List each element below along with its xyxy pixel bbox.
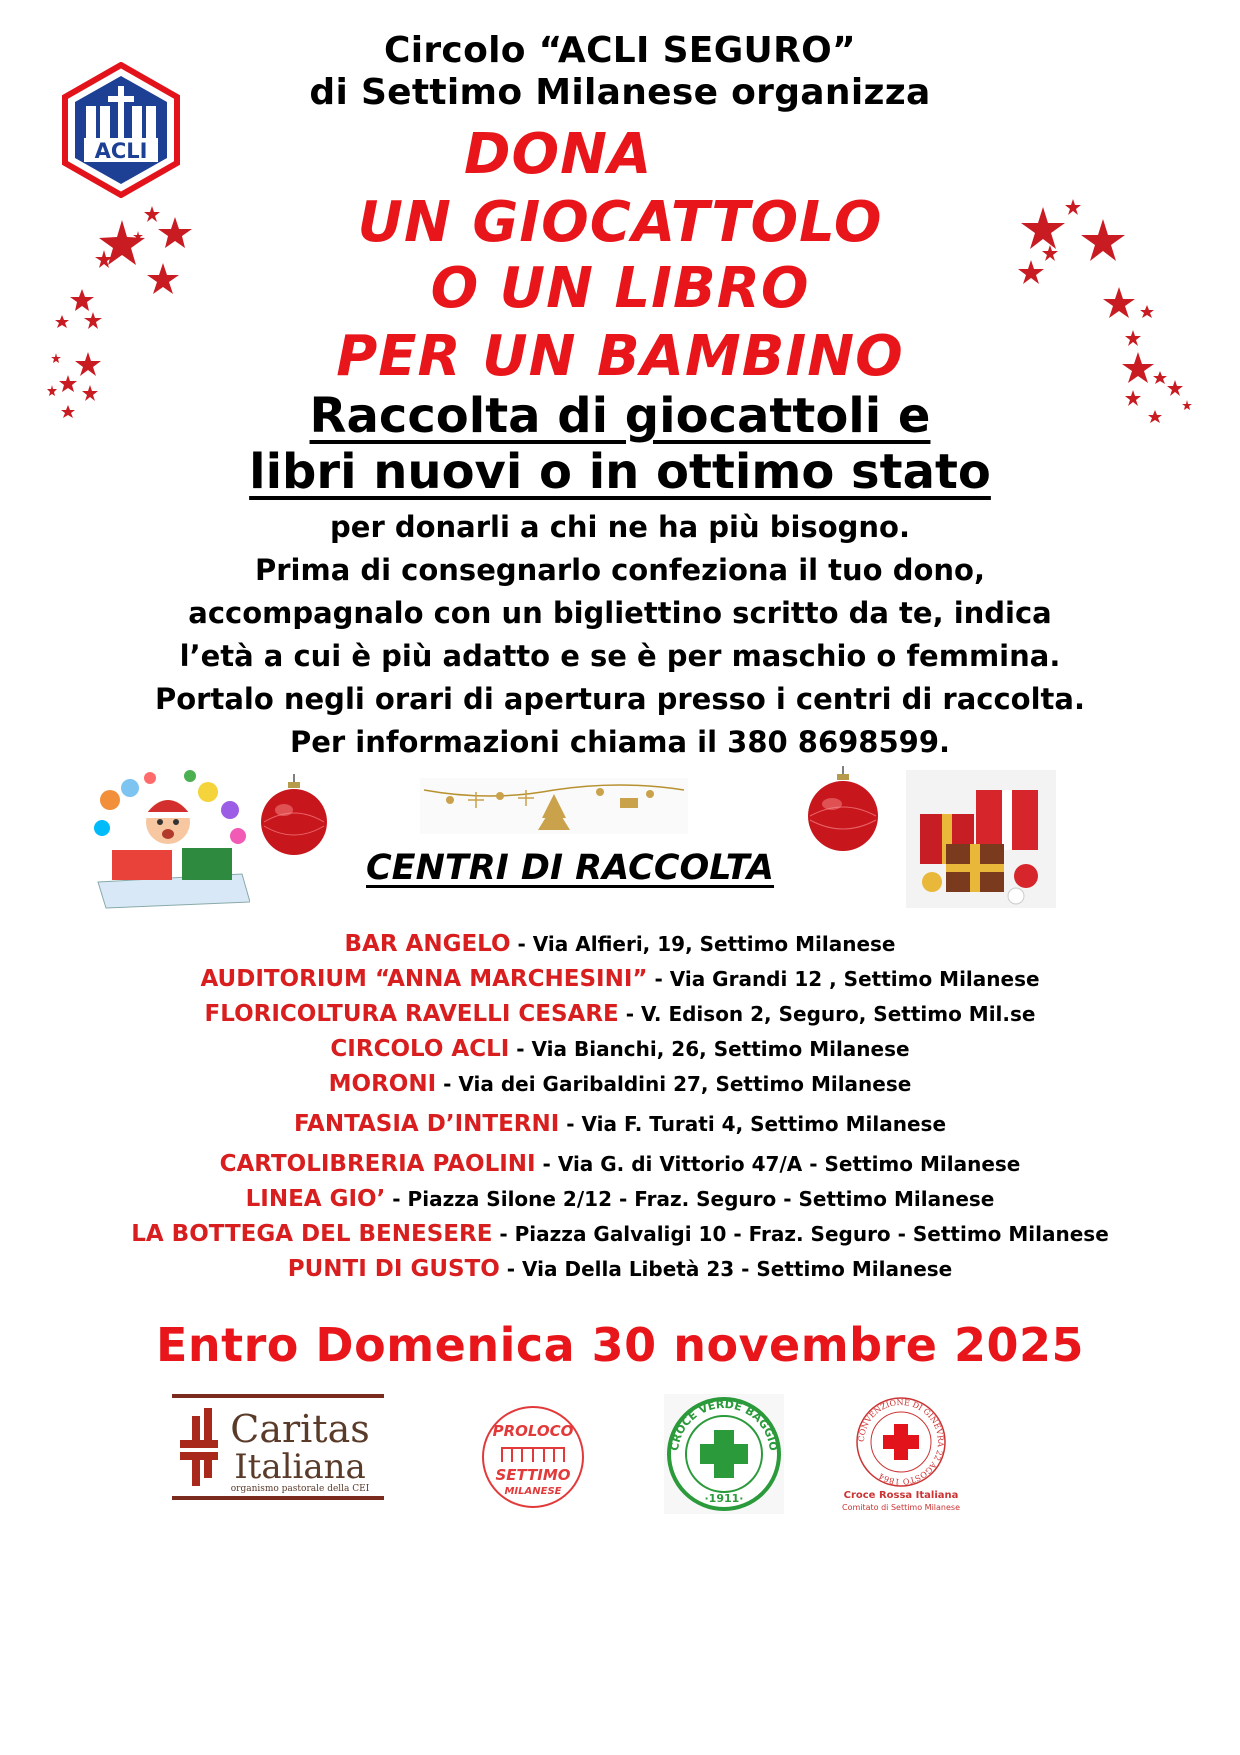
deadline-text: Entro Domenica 30 novembre 2025 (155, 1318, 1085, 1372)
center-name: FLORICOLTURA RAVELLI CESARE (204, 1001, 619, 1027)
organizer-line-1: Circolo “ACLI SEGURO” (384, 30, 856, 71)
center-address: - Via F. Turati 4, Settimo Milanese (559, 1112, 947, 1136)
svg-text:·1911·: ·1911· (704, 1492, 744, 1505)
center-name: AUDITORIUM “ANNA MARCHESINI” (200, 966, 648, 992)
center-address: - Via dei Garibaldini 27, Settimo Milanese (436, 1072, 912, 1096)
svg-text:MILANESE: MILANESE (504, 1486, 562, 1497)
description-line: Prima di consegnarlo confeziona il tuo dono, (255, 553, 985, 587)
list-item (0, 931, 1240, 957)
list-item (0, 1256, 1240, 1282)
description-line: accompagnalo con un bigliettino scritto da te, indica (188, 596, 1052, 630)
center-name: FANTASIA D’INTERNI (293, 1111, 560, 1137)
description-line: per donarli a chi ne ha più bisogno. (330, 510, 910, 544)
center-address: - Piazza Galvaligi 10 - Fraz. Seguro - Settimo Milanese (492, 1222, 1109, 1246)
description-line: Portalo negli orari di apertura presso i centri di raccolta. (155, 682, 1085, 716)
list-item (0, 1071, 1240, 1097)
toys-image (90, 770, 250, 910)
subtitle-line-2: libri nuovi o in ottimo stato (249, 444, 991, 500)
collection-centers-title: CENTRI DI RACCOLTA (366, 848, 775, 888)
list-item (0, 1221, 1240, 1247)
list-item (0, 1151, 1240, 1177)
proloco-logo (480, 1404, 586, 1510)
list-item (0, 966, 1240, 992)
svg-text:CONVENZIONE DI GINEVRA 22 AGOS: CONVENZIONE DI GINEVRA 22 AGOSTO 1864 (856, 1397, 946, 1487)
headline-line-4: PER UN BAMBINO (336, 324, 904, 389)
list-item (0, 1186, 1240, 1212)
svg-text:Caritas: Caritas (230, 1407, 370, 1451)
svg-text:SETTIMO: SETTIMO (495, 1466, 571, 1484)
headline-line-1: DONA (464, 122, 653, 187)
center-name: LA BOTTEGA DEL BENESERE (131, 1221, 493, 1247)
subtitle-line-1: Raccolta di giocattoli e (309, 388, 931, 444)
center-address: - Via Alfieri, 19, Settimo Milanese (510, 932, 896, 956)
center-address: - Via G. di Vittorio 47/A - Settimo Milanese (535, 1152, 1021, 1176)
organizer-line-2: di Settimo Milanese organizza (309, 72, 931, 113)
center-name: MORONI (328, 1071, 437, 1097)
center-address: - Via Della Libetà 23 - Settimo Milanese (499, 1257, 953, 1281)
svg-text:CROCE VERDE BAGGIO: CROCE VERDE BAGGIO (668, 1397, 781, 1452)
svg-text:organismo pastorale della CEI: organismo pastorale della CEI (230, 1484, 370, 1494)
caritas-logo (172, 1394, 384, 1500)
gifts-image (906, 770, 1056, 908)
croce-verde-logo (664, 1394, 784, 1514)
center-name: BAR ANGELO (344, 931, 511, 957)
list-item (0, 1111, 1240, 1137)
center-address: - V. Edison 2, Seguro, Settimo Mil.se (618, 1002, 1036, 1026)
center-name: PUNTI DI GUSTO (287, 1256, 500, 1282)
list-item (0, 1001, 1240, 1027)
svg-text:Croce Rossa Italiana: Croce Rossa Italiana (843, 1490, 959, 1501)
center-address: - Via Grandi 12 , Settimo Milanese (647, 967, 1040, 991)
christmas-ornament-left (258, 774, 330, 858)
svg-text:ACLI: ACLI (94, 139, 148, 163)
svg-text:Italiana: Italiana (234, 1447, 366, 1487)
gold-decoration-banner (420, 778, 688, 834)
center-name: CARTOLIBRERIA PAOLINI (219, 1151, 536, 1177)
headline-line-3: O UN LIBRO (430, 256, 810, 321)
svg-text:Comitato di Settimo Milanese: Comitato di Settimo Milanese (841, 1503, 961, 1512)
croce-rossa-logo (836, 1394, 966, 1518)
center-address: - Piazza Silone 2/12 - Fraz. Seguro - Settimo Milanese (385, 1187, 995, 1211)
description-line: l’età a cui è più adatto e se è per maschio o femmina. (179, 639, 1061, 673)
christmas-ornament-right (804, 766, 882, 854)
center-name: LINEA GIO’ (245, 1186, 386, 1212)
center-name: CIRCOLO ACLI (330, 1036, 510, 1062)
center-address: - Via Bianchi, 26, Settimo Milanese (509, 1037, 910, 1061)
headline-line-2: UN GIOCATTOLO (357, 190, 883, 255)
list-item (0, 1036, 1240, 1062)
svg-text:PROLOCO: PROLOCO (492, 1422, 574, 1440)
description-line: Per informazioni chiama il 380 8698599. (289, 725, 951, 759)
